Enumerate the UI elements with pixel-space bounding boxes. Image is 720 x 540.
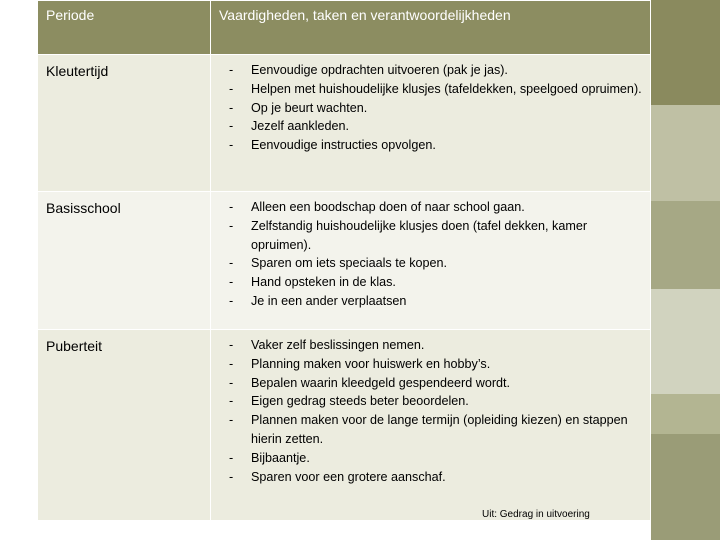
task-cell [211, 330, 651, 521]
list-item: - Eigen gedrag steeds beter beoordelen. [229, 394, 469, 409]
list-item: - Vaker zelf beslissingen nemen. [229, 338, 425, 352]
list-item: - Bepalen waarin kleedgeld gespendeerd wordt. [229, 375, 511, 390]
list-item: - Op je beurt wachten. [229, 100, 368, 115]
table-row [38, 192, 651, 330]
decor-block [651, 394, 720, 434]
list-item: - Eenvoudige opdrachten uitvoeren (pak je jas). [229, 63, 508, 77]
list-item: - Je in een ander verplaatsen [229, 293, 407, 308]
source-caption: Uit: Gedrag in uitvoering [482, 509, 590, 520]
task-list [229, 198, 644, 311]
phase-label: Basisschool [38, 192, 211, 330]
decor-block [651, 105, 720, 201]
decor-block [651, 201, 720, 289]
list-item: - Planning maken voor huiswerk en hobby’s. [229, 356, 491, 371]
skills-table [37, 0, 651, 521]
list-item: - Jezelf aankleden. [229, 119, 350, 134]
task-cell [211, 55, 651, 192]
header-skills: Vaardigheden, taken en verantwoordelijkheden [211, 1, 651, 55]
table-row [38, 55, 651, 192]
task-list [229, 61, 644, 155]
list-item: - Bijbaantje. [229, 450, 310, 465]
decor-block [651, 434, 720, 540]
list-item: - Alleen een boodschap doen of naar school gaan. [229, 200, 525, 214]
table-header-row [38, 1, 651, 55]
phase-label: Puberteit [38, 330, 211, 521]
decor-block [651, 289, 720, 394]
list-item: - Zelfstandig huishoudelijke klusjes doen (tafel dekken, kamer opruimen). [229, 218, 588, 252]
task-list [229, 336, 644, 486]
task-cell [211, 192, 651, 330]
table-row [38, 330, 651, 521]
decor-block [651, 0, 720, 105]
list-item: - Sparen om iets speciaals te kopen. [229, 256, 448, 271]
list-item: - Sparen voor een grotere aanschaf. [229, 469, 446, 484]
phase-label: Kleutertijd [38, 55, 211, 192]
header-period: Periode [38, 1, 211, 55]
list-item: - Eenvoudige instructies opvolgen. [229, 138, 436, 153]
list-item: - Helpen met huishoudelijke klusjes (tafeldekken, speelgoed opruimen). [229, 81, 642, 96]
list-item: - Hand opsteken in de klas. [229, 275, 396, 290]
list-item: - Plannen maken voor de lange termijn (opleiding kiezen) en stappen hierin zetten. [229, 413, 628, 446]
